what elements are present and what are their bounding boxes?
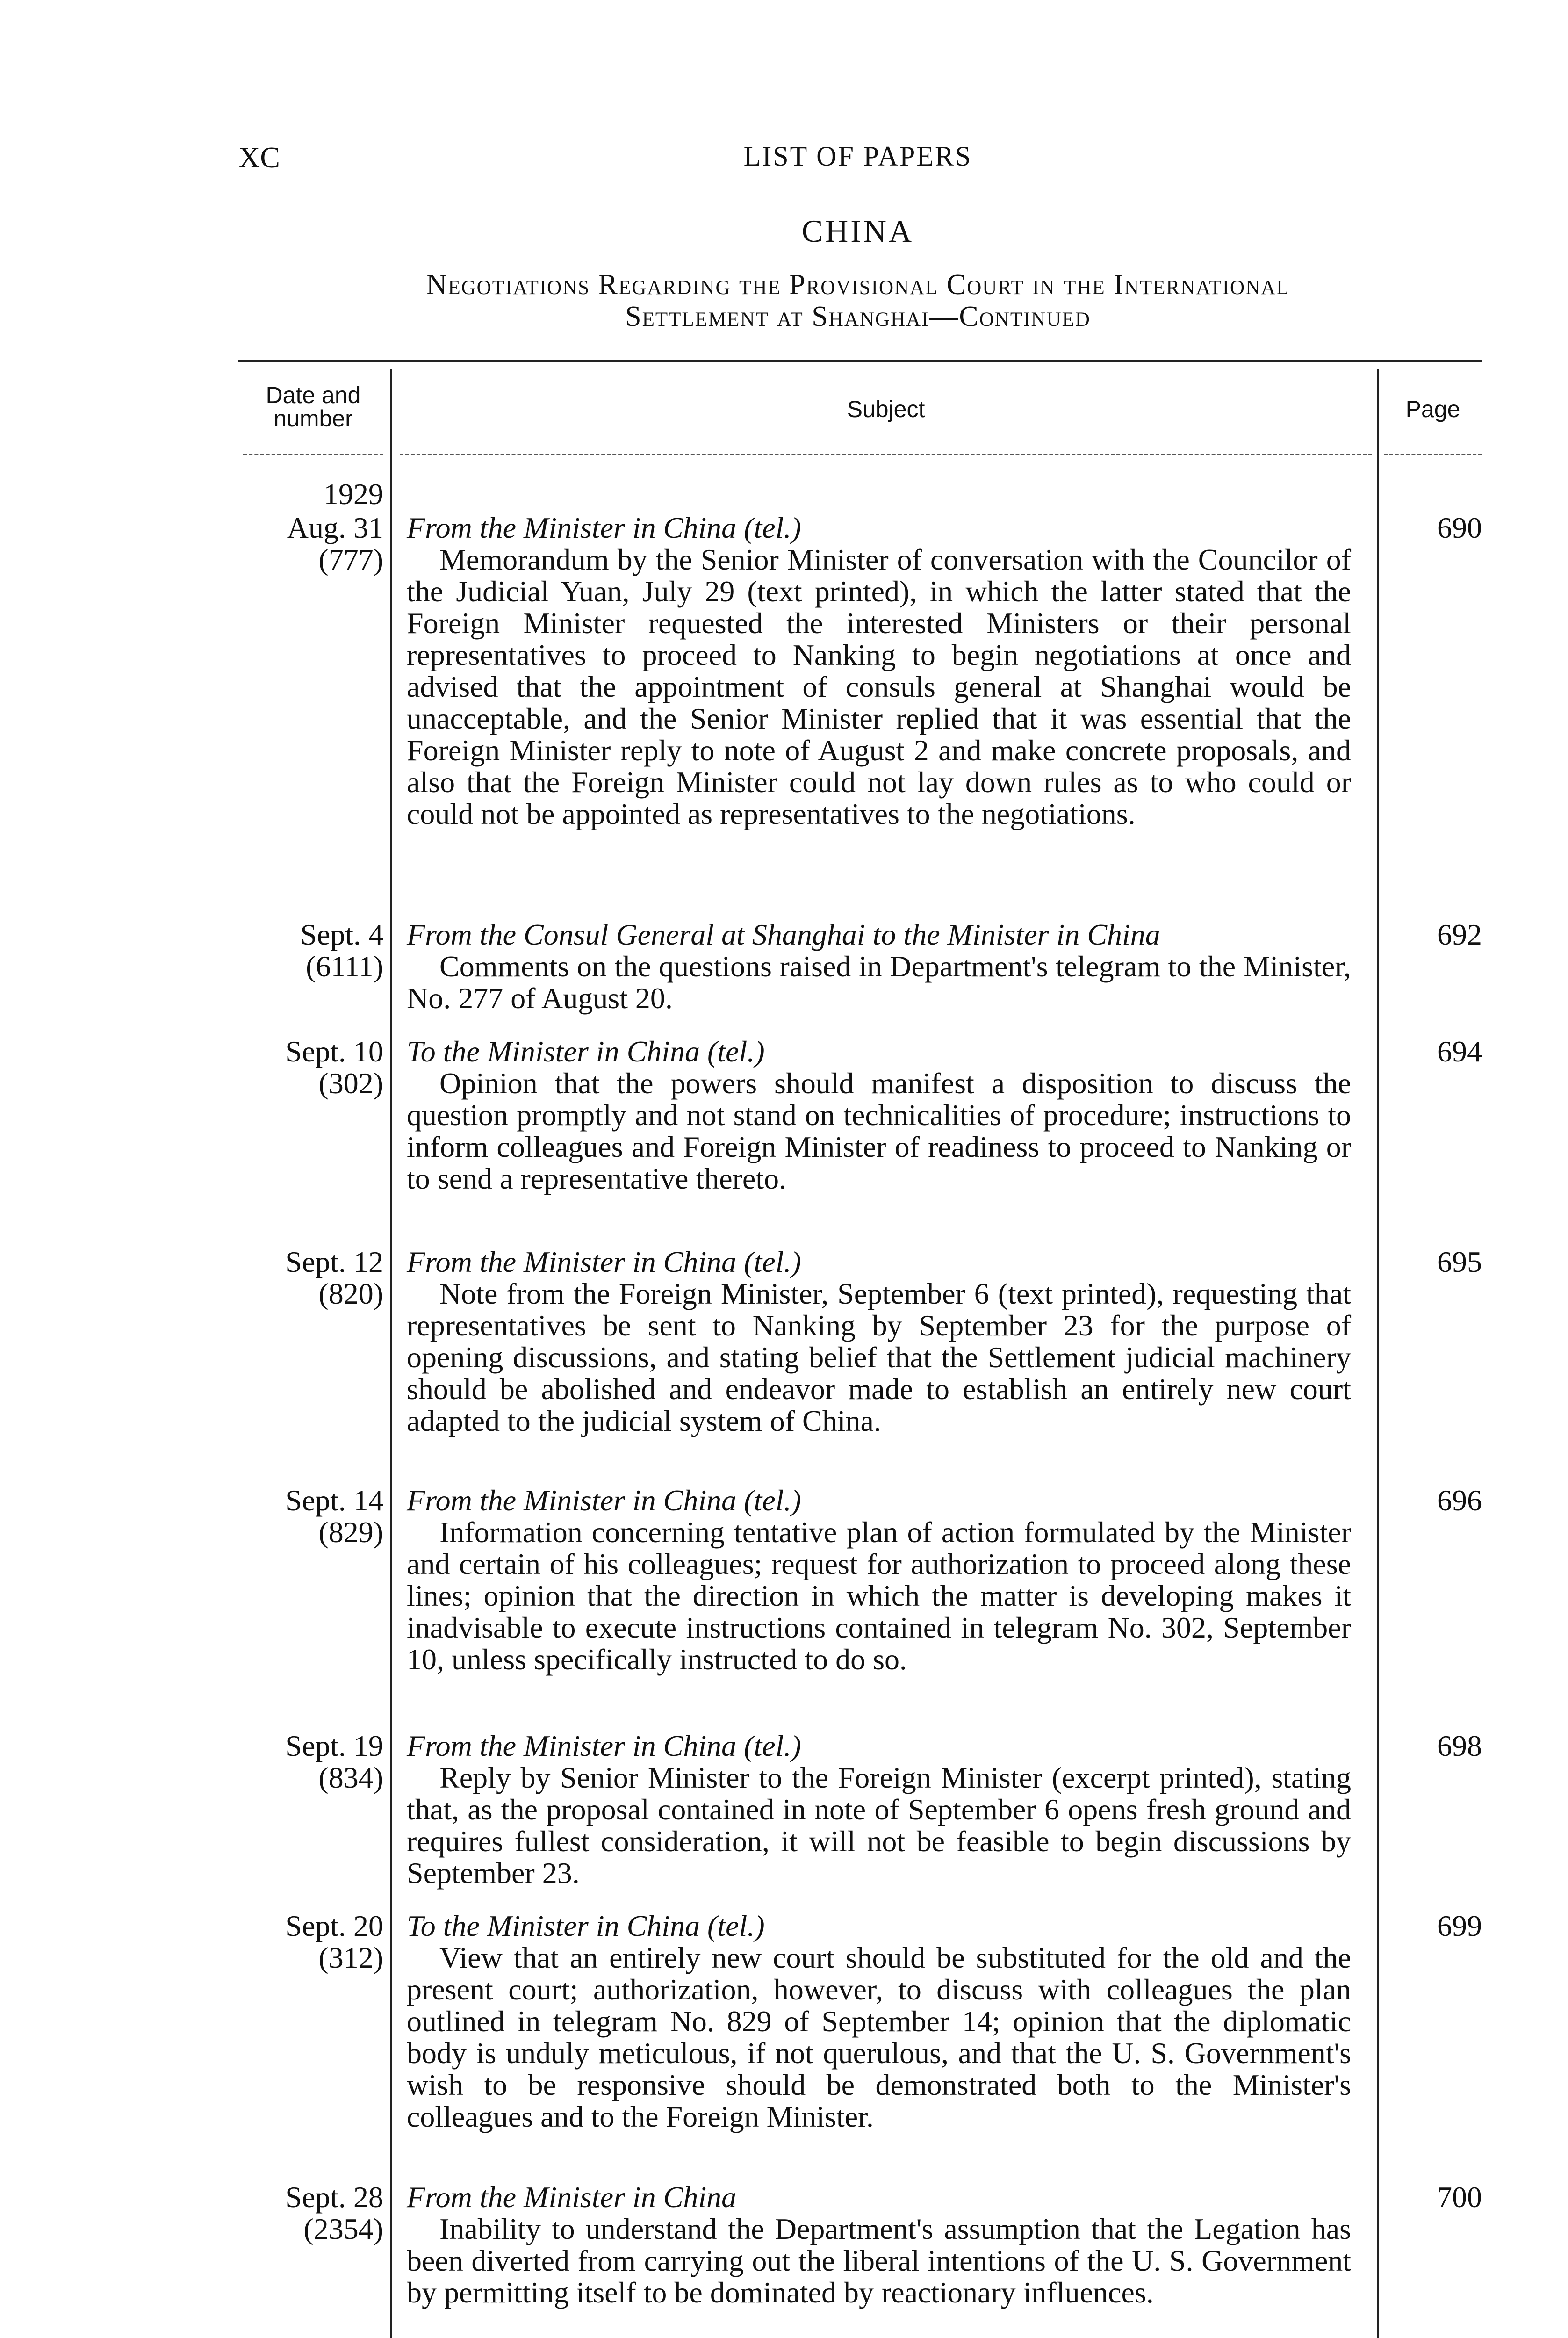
entry-page: 692 bbox=[1437, 918, 1482, 951]
year-label: 1929 bbox=[324, 477, 383, 511]
entry-date: Sept. 20 bbox=[285, 1909, 383, 1942]
entry-date: Sept. 28 bbox=[285, 2180, 383, 2214]
heading-rule-date bbox=[243, 454, 383, 455]
entry-date-cell bbox=[229, 919, 383, 982]
entry-subject bbox=[407, 2181, 1351, 2309]
entry-date-cell bbox=[229, 1036, 383, 1099]
entry-heading: To the Minister in China (tel.) bbox=[407, 1035, 765, 1068]
section-subtitle bbox=[238, 269, 1477, 332]
entry-page: 690 bbox=[1437, 511, 1482, 544]
entry-body: View that an entirely new court should be substituted for the old and the present court; authorization, however, to discuss with colleagues the plan outlined in telegram No. 829 of September 14; opinion that the diplomatic body is unduly meticulous, if not querulous, and that the U. S. Government's wish to be responsive should be demonstrated both to the Minister's colleagues and to the Foreign Minister. bbox=[407, 1941, 1351, 2133]
entry-heading: From the Minister in China (tel.) bbox=[407, 1484, 801, 1517]
running-title: LIST OF PAPERS bbox=[743, 141, 972, 172]
entry-number: (820) bbox=[318, 1277, 383, 1310]
entry-date: Sept. 4 bbox=[300, 918, 383, 951]
entry-subject bbox=[407, 1246, 1351, 1437]
entry-date: Sept. 12 bbox=[285, 1245, 383, 1278]
entry-subject bbox=[407, 1910, 1351, 2133]
entry-number: (834) bbox=[318, 1761, 383, 1794]
entry-number: (312) bbox=[318, 1941, 383, 1974]
entry-subject bbox=[407, 919, 1351, 1014]
entry-date-cell bbox=[229, 1910, 383, 1974]
entry-heading: From the Minister in China (tel.) bbox=[407, 511, 801, 544]
entry-heading: From the Minister in China (tel.) bbox=[407, 1729, 801, 1762]
entry-date: Aug. 31 bbox=[287, 511, 383, 544]
entry-page: 699 bbox=[1437, 1909, 1482, 1942]
entry-date: Sept. 14 bbox=[285, 1484, 383, 1517]
entry-number: (302) bbox=[318, 1067, 383, 1100]
heading-rule-subject bbox=[400, 454, 1372, 455]
page-number: XC bbox=[238, 141, 280, 174]
column-heading-date: Date and number bbox=[266, 382, 361, 432]
entry-body: Reply by Senior Minister to the Foreign Minister (excerpt printed), stating that, as the proposal contained in note of September 6 opens fresh ground and requires fullest consideration, it will not be feasible to begin discussions by September 23. bbox=[407, 1761, 1351, 1890]
subtitle-line-2: Settlement at Shanghai—Continued bbox=[625, 301, 1091, 332]
entry-date-cell bbox=[229, 1485, 383, 1548]
entry-number: (2354) bbox=[303, 2212, 383, 2245]
heading-rule-page bbox=[1384, 454, 1482, 455]
table-top-rule bbox=[238, 360, 1482, 362]
subtitle-line-1: Negotiations Regarding the Provisional Court in the International bbox=[426, 269, 1290, 301]
entry-page: 698 bbox=[1437, 1729, 1482, 1762]
entry-body: Information concerning tentative plan of action formulated by the Minister and certain of his colleagues; request for authorization to proceed along these lines; opinion that the direction in which the matter is developing makes it inadvisable to execute instructions contained in telegram No. 302, September 10, unless specifically instructed to do so. bbox=[407, 1515, 1351, 1676]
entry-body: Note from the Foreign Minister, September 6 (text printed), requesting that representatives be sent to Nanking by September 23 for the purpose of opening discussions, and stating belief that the Settlement judicial machinery should be abolished and endeavor made to establish an entirely new court adapted to the judicial system of China. bbox=[407, 1277, 1351, 1437]
entry-subject bbox=[407, 512, 1351, 830]
entry-page: 696 bbox=[1437, 1484, 1482, 1517]
running-head bbox=[238, 140, 1477, 178]
entry-subject bbox=[407, 1036, 1351, 1195]
section-title: CHINA bbox=[801, 213, 914, 249]
entry-number: (829) bbox=[318, 1515, 383, 1549]
column-divider-right bbox=[1377, 369, 1379, 2338]
entry-body: Opinion that the powers should manifest a disposition to discuss the question promptly and not stand on technicalities of procedure; instructions to inform colleagues and Foreign Minister of readiness to proceed to Nanking or to send a representative thereto. bbox=[407, 1067, 1351, 1195]
column-divider-left bbox=[390, 369, 392, 2338]
entry-subject bbox=[407, 1730, 1351, 1889]
entry-heading: To the Minister in China (tel.) bbox=[407, 1909, 765, 1942]
column-heading-page: Page bbox=[1405, 396, 1460, 422]
entry-heading: From the Minister in China (tel.) bbox=[407, 1245, 801, 1278]
entry-heading: From the Consul General at Shanghai to the Minister in China bbox=[407, 918, 1160, 951]
entry-page: 694 bbox=[1437, 1035, 1482, 1068]
entry-body: Memorandum by the Senior Minister of conversation with the Councilor of the Judicial Yuan, July 29 (text printed), in which the latter stated that the Foreign Minister requested the interested Ministers or their personal representatives to proceed to Nanking to begin negotiations at once and advised that the appointment of consuls general at Shanghai would be unacceptable, and the Senior Minister replied that it was essential that the Foreign Minister reply to note of August 2 and make concrete proposals, and also that the Foreign Minister could not lay down rules as to who could or could not be appointed as representatives to the negotiations. bbox=[407, 543, 1351, 830]
entry-date-cell bbox=[229, 1730, 383, 1794]
entry-date: Sept. 10 bbox=[285, 1035, 383, 1068]
entry-number: (6111) bbox=[306, 950, 383, 983]
entry-body: Comments on the questions raised in Department's telegram to the Minister, No. 277 of August 20. bbox=[407, 950, 1351, 1015]
entry-body: Inability to understand the Department's assumption that the Legation has been diverted from carrying out the liberal intentions of the U. S. Government by permitting itself to be dominated by reactionary influences. bbox=[407, 2212, 1351, 2309]
entry-page: 695 bbox=[1437, 1245, 1482, 1278]
entry-date-cell bbox=[229, 512, 383, 576]
entry-heading: From the Minister in China bbox=[407, 2180, 737, 2214]
entry-date-cell bbox=[229, 2181, 383, 2245]
entry-subject bbox=[407, 1485, 1351, 1675]
column-heading-subject: Subject bbox=[847, 396, 925, 422]
entry-date-cell bbox=[229, 1246, 383, 1310]
entry-page: 700 bbox=[1437, 2180, 1482, 2214]
entry-date: Sept. 19 bbox=[285, 1729, 383, 1762]
entry-number: (777) bbox=[318, 543, 383, 576]
